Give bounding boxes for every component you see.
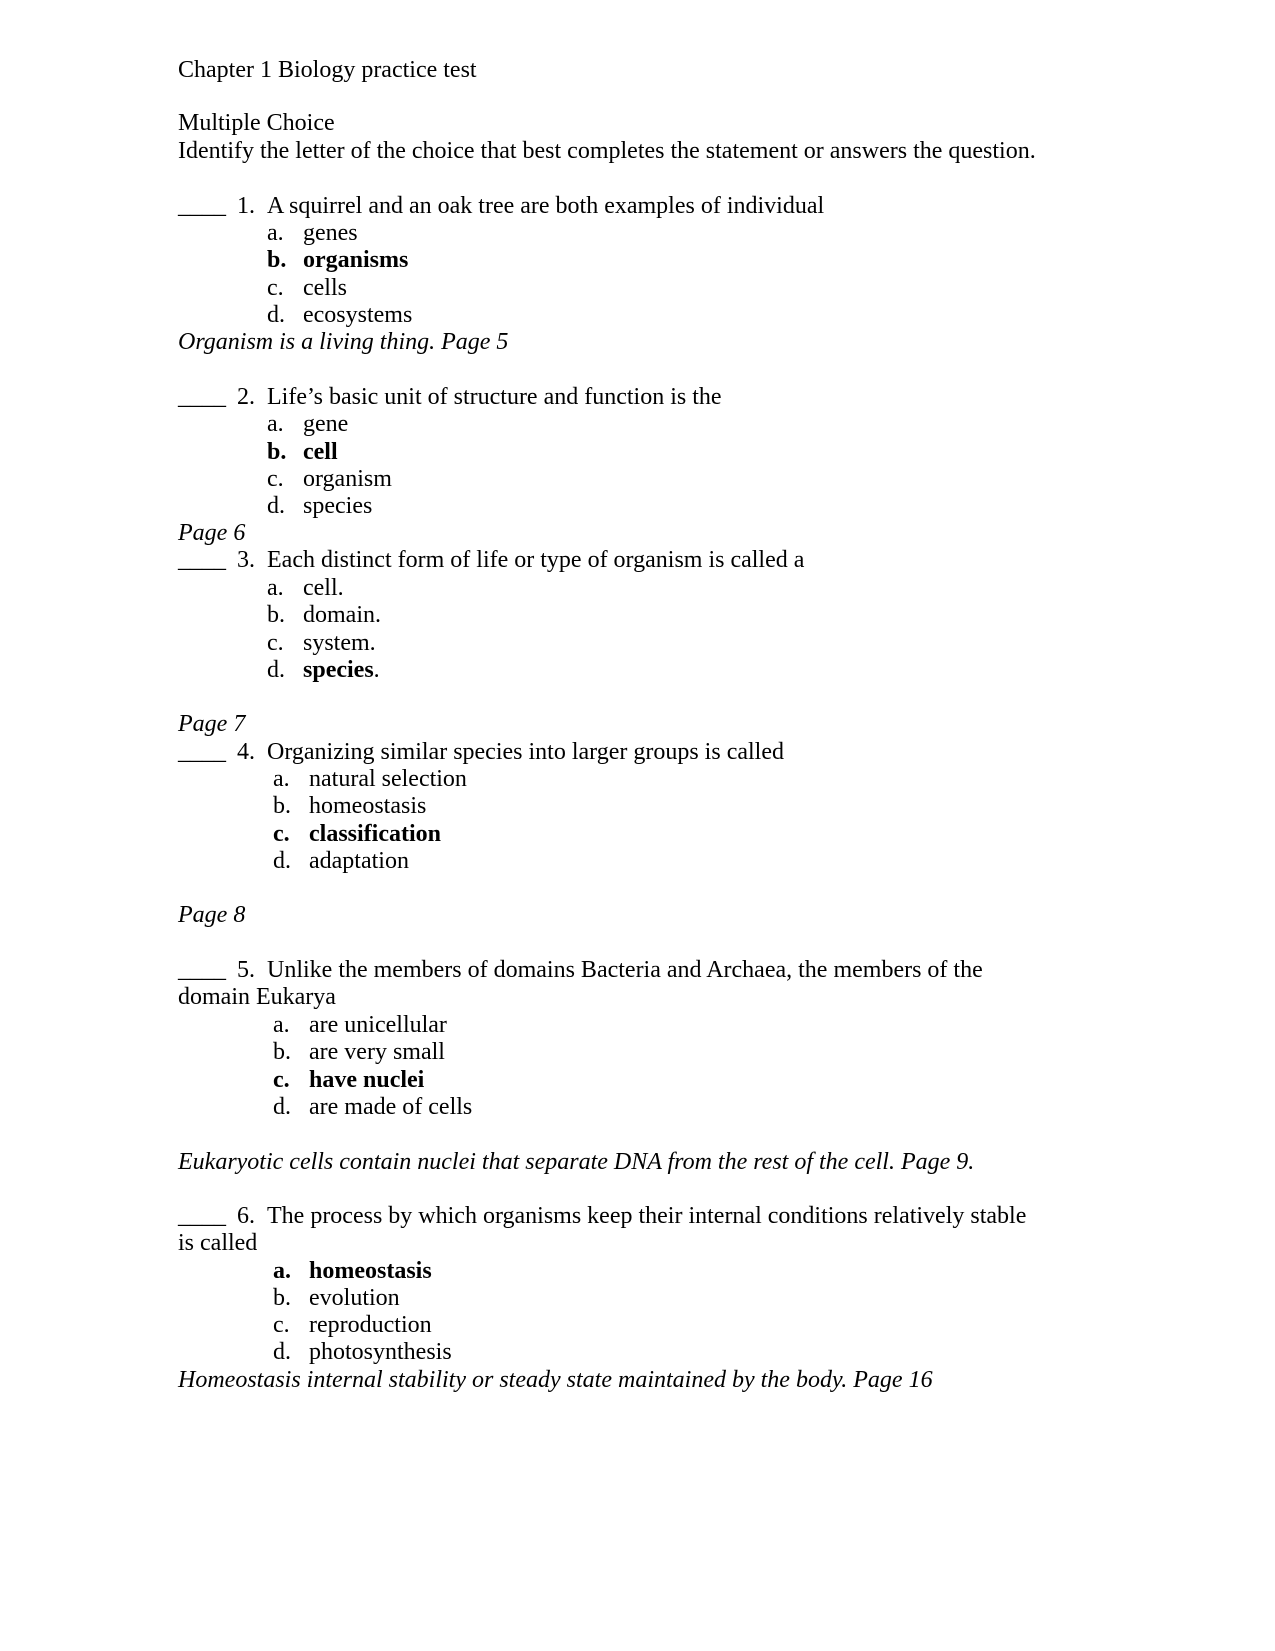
choice-text: adaptation <box>309 848 409 874</box>
answer-note: Organism is a living thing. Page 5 <box>178 329 509 355</box>
choice-text: genes <box>303 220 358 246</box>
choice-letter: a. <box>267 220 284 246</box>
choice-text <box>303 656 380 684</box>
choice-text-correct: species <box>303 657 374 683</box>
choice-letter: d. <box>273 848 291 874</box>
answer-blank: ____ <box>178 1203 226 1229</box>
question-text: The process by which organisms keep their internal conditions relatively stable <box>267 1203 1027 1229</box>
choice-text: system. <box>303 630 376 656</box>
choice-text: are made of cells <box>309 1094 473 1120</box>
choice-letter: b. <box>267 602 285 628</box>
question-text-continued: domain Eukarya <box>178 984 336 1010</box>
choice-letter: a. <box>273 1012 290 1038</box>
question-number: 5. <box>237 957 255 983</box>
choice-letter: b. <box>273 1285 291 1311</box>
question-text: Organizing similar species into larger groups is called <box>267 739 784 765</box>
choice-letter: d. <box>267 657 285 683</box>
answer-blank: ____ <box>178 193 226 219</box>
answer-blank: ____ <box>178 384 226 410</box>
choice-letter: c. <box>267 466 284 492</box>
choice-text: are unicellular <box>309 1012 447 1038</box>
section-instructions: Identify the letter of the choice that best completes the statement or answers the question. <box>178 138 1036 164</box>
choice-text: gene <box>303 411 349 437</box>
choice-text: cell. <box>303 575 344 601</box>
choice-text: evolution <box>309 1285 400 1311</box>
choice-letter: c. <box>267 275 284 301</box>
question-number: 4. <box>237 739 255 765</box>
answer-blank: ____ <box>178 739 226 765</box>
choice-text: organism <box>303 466 392 492</box>
choice-text: photosynthesis <box>309 1339 452 1365</box>
question-number: 3. <box>237 547 255 573</box>
choice-letter: a. <box>267 575 284 601</box>
question-number: 1. <box>237 193 255 219</box>
choice-letter: d. <box>273 1094 291 1120</box>
choice-letter-correct: b. <box>267 439 287 465</box>
question-text-continued: is called <box>178 1230 258 1256</box>
choice-text: ecosystems <box>303 302 413 328</box>
question-text: Unlike the members of domains Bacteria and Archaea, the members of the <box>267 957 983 983</box>
section-heading: Multiple Choice <box>178 110 335 136</box>
choice-letter: a. <box>273 766 290 792</box>
choice-text: species <box>303 493 373 519</box>
choice-text: reproduction <box>309 1312 432 1338</box>
choice-text: homeostasis <box>309 793 427 819</box>
answer-note: Homeostasis internal stability or steady state maintained by the body. Page 16 <box>178 1367 933 1393</box>
choice-letter: b. <box>273 793 291 819</box>
choice-letter-correct: b. <box>267 247 287 273</box>
choice-letter-correct: a. <box>273 1258 291 1284</box>
choice-text: cells <box>303 275 347 301</box>
choice-letter: d. <box>273 1339 291 1365</box>
choice-letter: d. <box>267 302 285 328</box>
choice-text-suffix: . <box>373 657 380 683</box>
answer-note: Eukaryotic cells contain nuclei that separate DNA from the rest of the cell. Page 9. <box>178 1149 975 1175</box>
choice-text-correct: cell <box>303 439 338 465</box>
answer-blank: ____ <box>178 957 226 983</box>
choice-text-correct: homeostasis <box>309 1258 432 1284</box>
question-text: A squirrel and an oak tree are both examples of individual <box>267 193 825 219</box>
answer-note: Page 6 <box>178 520 246 546</box>
choice-text-correct: have nuclei <box>309 1067 425 1093</box>
choice-letter-correct: c. <box>273 1067 290 1093</box>
choice-text: domain. <box>303 602 381 628</box>
question-number: 6. <box>237 1203 255 1229</box>
answer-note: Page 7 <box>178 711 246 737</box>
choice-text: are very small <box>309 1039 445 1065</box>
choice-letter: c. <box>273 1312 290 1338</box>
question-text: Each distinct form of life or type of organism is called a <box>267 547 805 573</box>
choice-text-correct: organisms <box>303 247 409 273</box>
choice-text-correct: classification <box>309 821 441 847</box>
choice-letter: d. <box>267 493 285 519</box>
answer-blank: ____ <box>178 547 226 573</box>
choice-letter: b. <box>273 1039 291 1065</box>
choice-letter: c. <box>267 630 284 656</box>
choice-letter-correct: c. <box>273 821 290 847</box>
answer-note: Page 8 <box>178 902 246 928</box>
choice-letter: a. <box>267 411 284 437</box>
choice-text: natural selection <box>309 766 467 792</box>
question-text: Life’s basic unit of structure and function is the <box>267 384 722 410</box>
question-number: 2. <box>237 384 255 410</box>
page-title: Chapter 1 Biology practice test <box>178 57 477 83</box>
